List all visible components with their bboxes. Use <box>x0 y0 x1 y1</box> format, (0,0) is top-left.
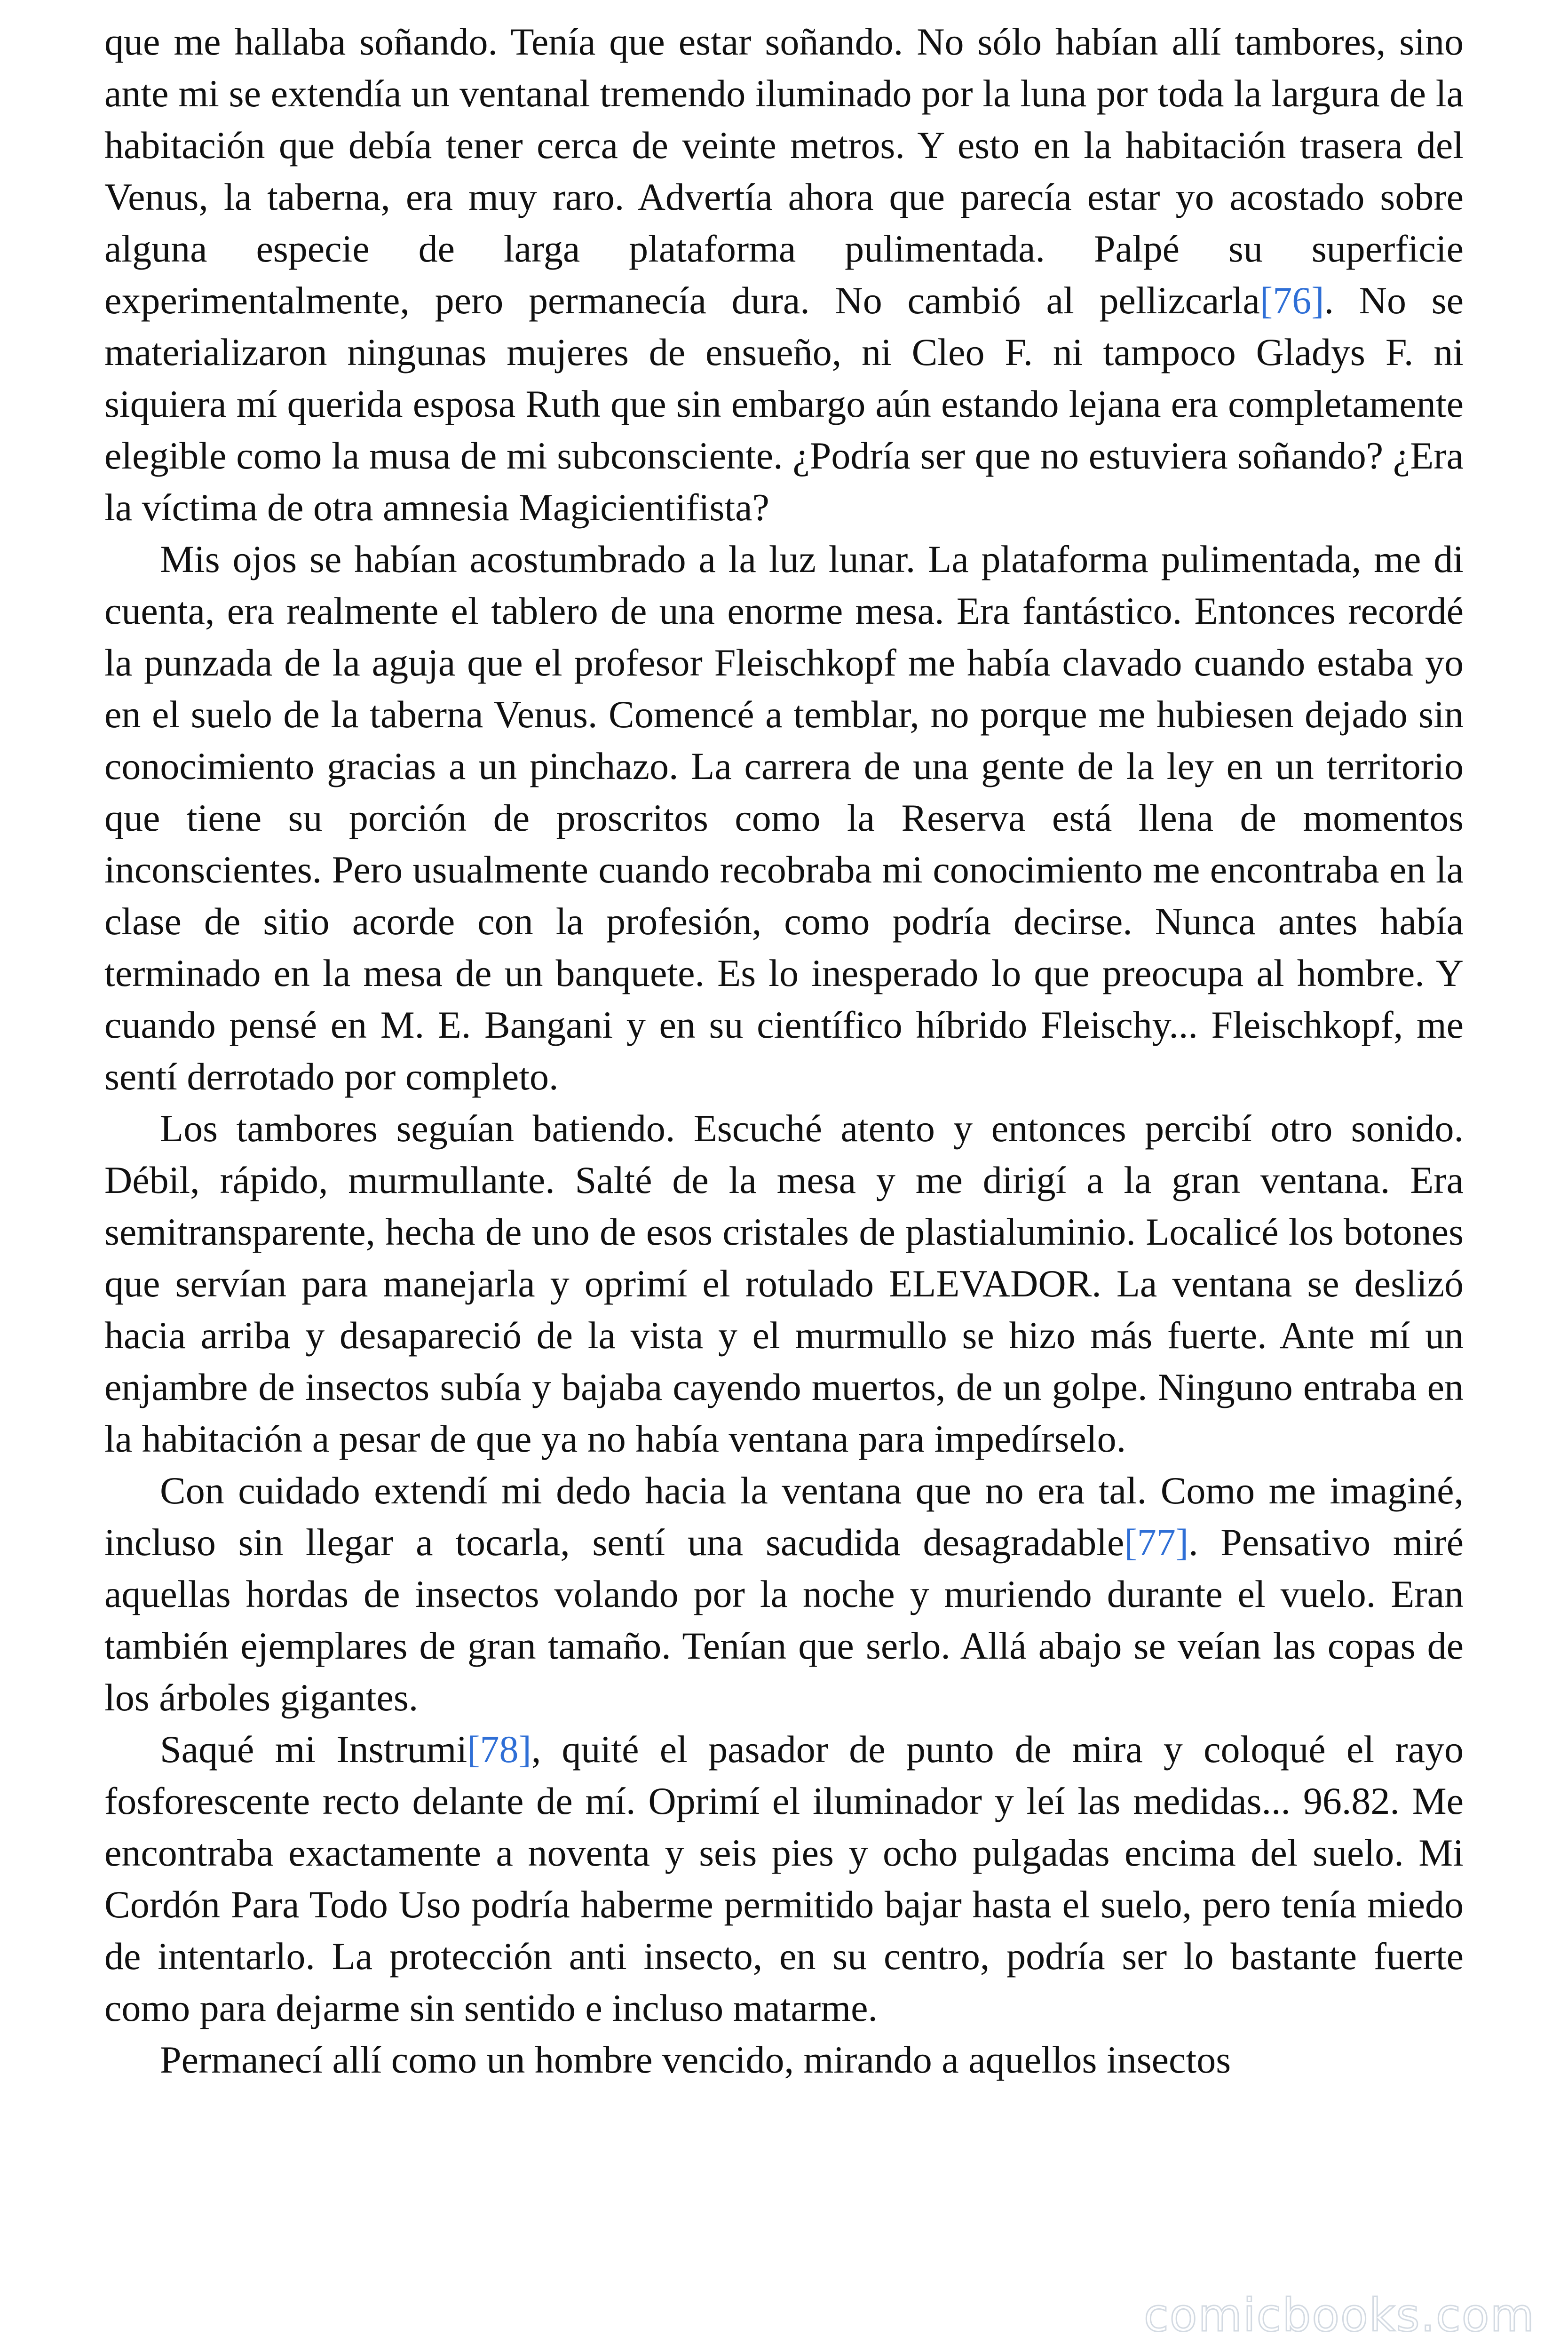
paragraph-4 <box>104 1465 1464 1724</box>
book-page <box>104 16 1464 2086</box>
paragraph-5-text-b: , quité el pasador de punto de mira y coloqué el rayo fosforescente recto delante de mí. Oprimí el iluminador y leí las medidas... 96.82. Me encontraba exactamente a noventa y seis pies y ocho pulgadas encima del suelo. Mi Cordón Para Todo Uso podría haberme permitido bajar hasta el suelo, pero tenía miedo de intentarlo. La protección anti insecto, en su centro, podría ser lo bastante fuerte como para dejarme sin sentido e incluso matarme. <box>104 1728 1464 2029</box>
paragraph-2-text: Mis ojos se habían acostumbrado a la luz lunar. La plataforma pulimentada, me di cuenta, era realmente el tablero de una enorme mesa. Era fantástico. Entonces recordé la punzada de la aguja que el profesor Fleischkopf me había clavado cuando estaba yo en el suelo de la taberna Venus. Comencé a temblar, no porque me hubiesen dejado sin conocimiento gracias a un pinchazo. La carrera de una gente de la ley en un territorio que tiene su porción de proscritos como la Reserva está llena de momentos inconscientes. Pero usualmente cuando recobraba mi conocimiento me encontraba en la clase de sitio acorde con la profesión, como podría decirse. Nunca antes había terminado en la mesa de un banquete. Es lo inesperado lo que preocupa al hombre. Y cuando pensé en M. E. Bangani y en su científico híbrido Fleischy... Fleischkopf, me sentí derrotado por completo. <box>104 538 1464 1098</box>
paragraph-6 <box>104 2034 1464 2086</box>
footnote-link-76[interactable]: [76] <box>1259 279 1324 322</box>
watermark-logo: comicbooks.com <box>1143 2289 1535 2342</box>
paragraph-5 <box>104 1724 1464 2034</box>
paragraph-5-text-a: Saqué mi Instrumi <box>160 1728 467 1771</box>
paragraph-1-text-b: . No se materializaron ningunas mujeres de ensueño, ni Cleo F. ni tampoco Gladys F. ni siquiera mí querida esposa Ruth que sin embargo aún estando lejana era completamente elegible como la musa de mi subconsciente. ¿Podría ser que no estuviera soñando? ¿Era la víctima de otra amnesia Magicientifista? <box>104 279 1464 529</box>
paragraph-4-text-a: Con cuidado extendí mi dedo hacia la ventana que no era tal. Como me imaginé, incluso sin llegar a tocarla, sentí una sacudida desagradable <box>104 1469 1464 1564</box>
paragraph-3-text: Los tambores seguían batiendo. Escuché atento y entonces percibí otro sonido. Débil, rápido, murmullante. Salté de la mesa y me dirigí a la gran ventana. Era semitransparente, hecha de uno de esos cristales de plastialuminio. Localicé los botones que servían para manejarla y oprimí el rotulado ELEVADOR. La ventana se deslizó hacia arriba y desapareció de la vista y el murmullo se hizo más fuerte. Ante mí un enjambre de insectos subía y bajaba cayendo muertos, de un golpe. Ninguno entraba en la habitación a pesar de que ya no había ventana para impedírselo. <box>104 1107 1464 1460</box>
paragraph-1 <box>104 16 1464 533</box>
paragraph-6-text: Permanecí allí como un hombre vencido, mirando a aquellos insectos <box>160 2038 1231 2081</box>
paragraph-2 <box>104 533 1464 1103</box>
paragraph-4-text-b: . Pensativo miré aquellas hordas de insectos volando por la noche y muriendo durante el vuelo. Eran también ejemplares de gran tamaño. Tenían que serlo. Allá abajo se veían las copas de los árboles gigantes. <box>104 1521 1464 1719</box>
footnote-link-78[interactable]: [78] <box>467 1728 531 1771</box>
footnote-link-77[interactable]: [77] <box>1124 1521 1189 1564</box>
paragraph-1-text-a: que me hallaba soñando. Tenía que estar soñando. No sólo habían allí tambores, sino ante mi se extendía un ventanal tremendo iluminado por la luna por toda la largura de la habitación que debía tener cerca de veinte metros. Y esto en la habitación trasera del Venus, la taberna, era muy raro. Advertía ahora que parecía estar yo acostado sobre alguna especie de larga plataforma pulimentada. Palpé su superficie experimentalmente, pero permanecía dura. No cambió al pellizcarla <box>104 20 1464 322</box>
paragraph-3 <box>104 1103 1464 1465</box>
